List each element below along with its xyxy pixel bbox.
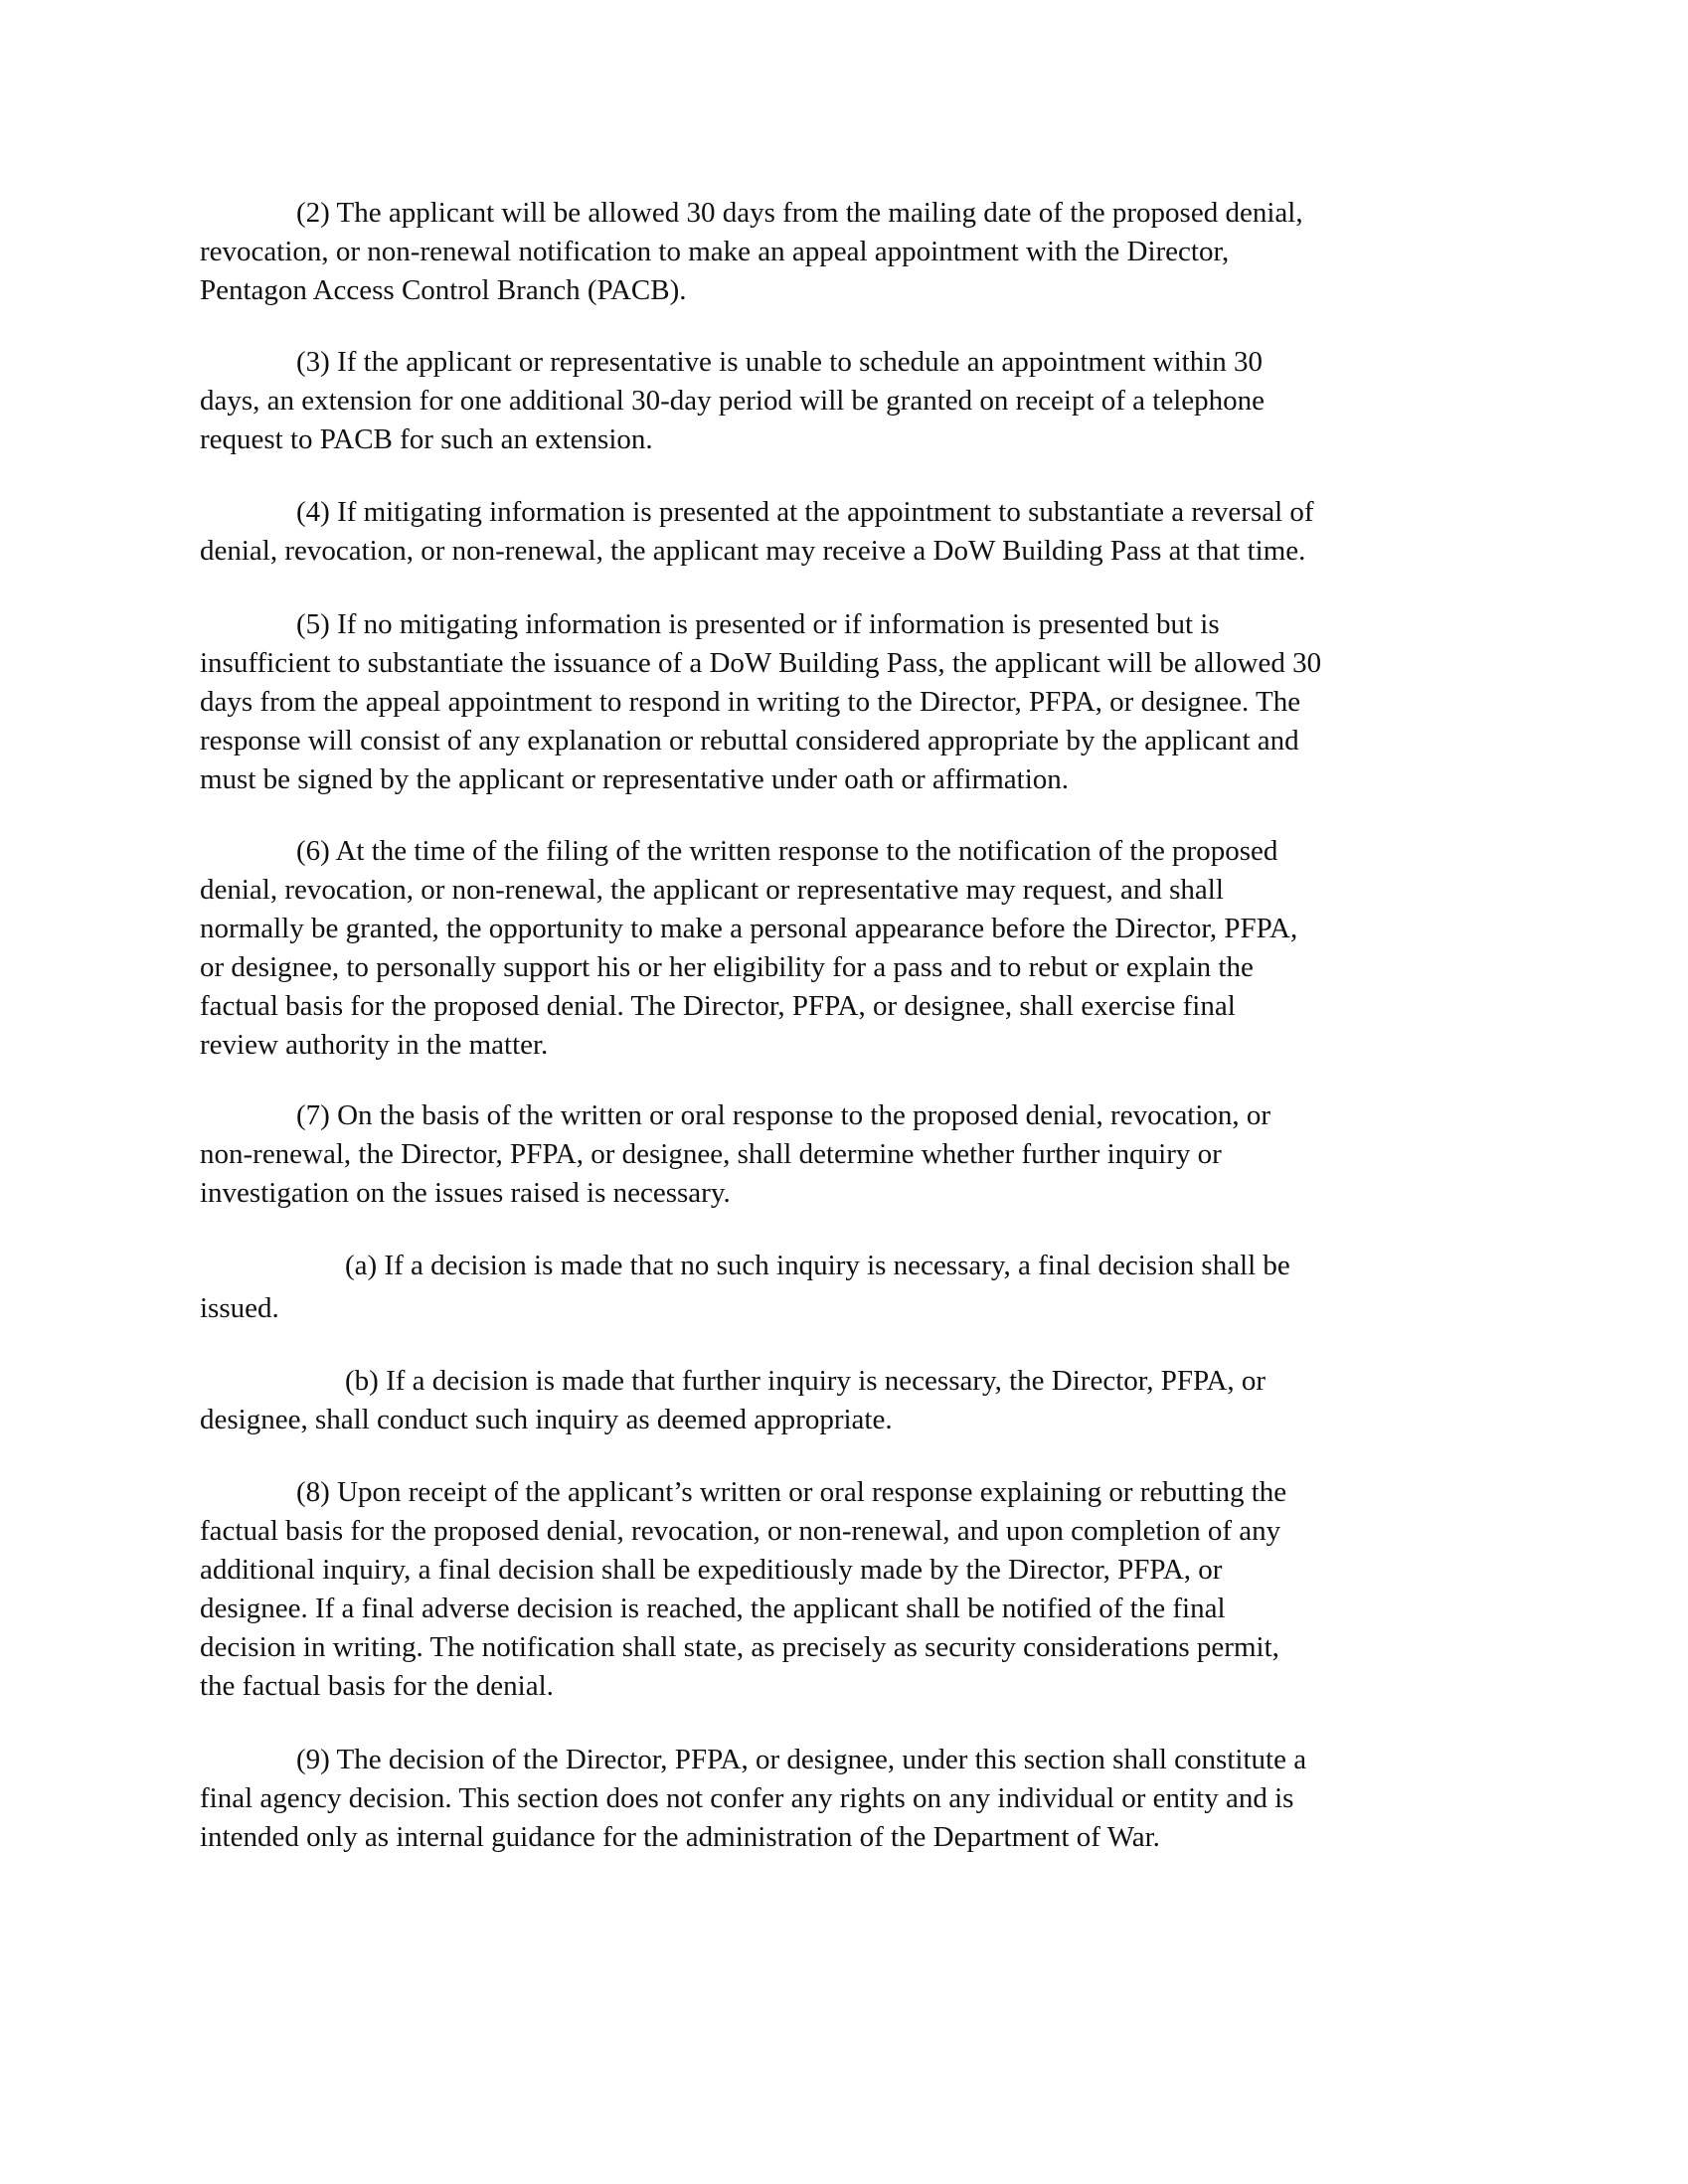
paragraph-5-line-2: insufficient to substantiate the issuance of a DoW Building Pass, the applicant will be allowed 30 <box>200 647 1322 679</box>
paragraph-2-line-2: revocation, or non-renewal notification to make an appeal appointment with the Director, <box>200 236 1230 267</box>
paragraph-4-line-1: (4) If mitigating information is presented at the appointment to substantiate a reversal of <box>296 496 1314 528</box>
paragraph-7-line-1: (7) On the basis of the written or oral response to the proposed denial, revocation, or <box>296 1099 1271 1131</box>
paragraph-4-line-2: denial, revocation, or non-renewal, the applicant may receive a DoW Building Pass at that time. <box>200 535 1306 567</box>
paragraph-8-line-4: designee. If a final adverse decision is reached, the applicant shall be notified of the final <box>200 1593 1226 1624</box>
paragraph-9-line-3: intended only as internal guidance for the administration of the Department of War. <box>200 1821 1160 1853</box>
paragraph-7-line-3: investigation on the issues raised is necessary. <box>200 1177 731 1209</box>
paragraph-8-line-3: additional inquiry, a final decision shall be expeditiously made by the Director, PFPA, or <box>200 1554 1223 1586</box>
paragraph-6-line-3: normally be granted, the opportunity to make a personal appearance before the Director, PFPA, <box>200 913 1298 944</box>
subparagraph-a-line-1: (a) If a decision is made that no such inquiry is necessary, a final decision shall be <box>345 1250 1290 1281</box>
paragraph-6-line-2: denial, revocation, or non-renewal, the applicant or representative may request, and shall <box>200 874 1224 906</box>
paragraph-8-line-2: factual basis for the proposed denial, revocation, or non-renewal, and upon completion of any <box>200 1515 1281 1547</box>
paragraph-5-line-4: response will consist of any explanation or rebuttal considered appropriate by the applicant and <box>200 725 1299 756</box>
paragraph-3-line-1: (3) If the applicant or representative is unable to schedule an appointment within 30 <box>296 346 1263 378</box>
paragraph-5-line-1: (5) If no mitigating information is presented or if information is presented but is <box>296 608 1220 640</box>
subparagraph-b-line-1: (b) If a decision is made that further inquiry is necessary, the Director, PFPA, or <box>345 1365 1266 1397</box>
paragraph-9-line-2: final agency decision. This section does not confer any rights on any individual or entity and is <box>200 1782 1294 1814</box>
paragraph-6-line-4: or designee, to personally support his or her eligibility for a pass and to rebut or explain the <box>200 951 1254 983</box>
paragraph-5-line-3: days from the appeal appointment to respond in writing to the Director, PFPA, or designee. The <box>200 686 1301 718</box>
paragraph-5-line-5: must be signed by the applicant or representative under oath or affirmation. <box>200 763 1070 795</box>
paragraph-3-line-3: request to PACB for such an extension. <box>200 423 653 455</box>
paragraph-8-line-1: (8) Upon receipt of the applicant’s written or oral response explaining or rebutting the <box>296 1476 1287 1508</box>
paragraph-6-line-5: factual basis for the proposed denial. The Director, PFPA, or designee, shall exercise final <box>200 990 1236 1022</box>
paragraph-8-line-6: the factual basis for the denial. <box>200 1670 554 1702</box>
paragraph-8-line-5: decision in writing. The notification shall state, as precisely as security considerations permit, <box>200 1631 1279 1663</box>
paragraph-7-line-2: non-renewal, the Director, PFPA, or designee, shall determine whether further inquiry or <box>200 1138 1222 1170</box>
subparagraph-b-line-2: designee, shall conduct such inquiry as deemed appropriate. <box>200 1404 893 1435</box>
paragraph-9-line-1: (9) The decision of the Director, PFPA, or designee, under this section shall constitute a <box>296 1744 1307 1775</box>
subparagraph-a-line-2: issued. <box>200 1292 279 1324</box>
paragraph-2-line-3: Pentagon Access Control Branch (PACB). <box>200 274 687 306</box>
paragraph-6-line-1: (6) At the time of the filing of the written response to the notification of the proposed <box>296 835 1278 867</box>
paragraph-2-line-1: (2) The applicant will be allowed 30 days from the mailing date of the proposed denial, <box>296 197 1303 229</box>
paragraph-6-line-6: review authority in the matter. <box>200 1029 549 1061</box>
paragraph-3-line-2: days, an extension for one additional 30-day period will be granted on receipt of a telephone <box>200 385 1266 417</box>
